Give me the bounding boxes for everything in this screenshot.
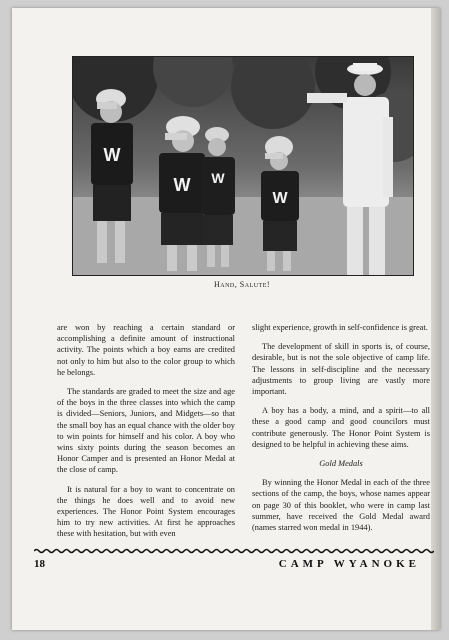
right-paragraph-4: By winning the Honor Medal in each of the three sections of the camp, the boys, whose names appear on page 30 of this booklet, who were in camp last summer, have received the Gold Medal award (names starred won medal in 1944). [252,478,430,533]
right-paragraph-1: slight experience, growth in self-confidence is great. [252,323,428,332]
publication-name: CAMP WYANOKE [278,558,420,570]
jersey-letter-4: W [272,190,288,207]
booklet-page [12,8,440,630]
right-column [252,322,430,541]
right-paragraph-3: A boy has a body, a mind, and a spirit—to all these a good camp and good councilors must contribute generously. The Honor Point System is designed to be helpful in achieving these aims. [252,406,430,449]
left-paragraph-3: It is natural for a boy to want to concentrate on the things he does well and to avoid new experiences. The Honor Point System encourages him to try new activities. At first he approaches these with hesitation, but with even [57,484,235,539]
salute-photo-illustration [73,57,413,275]
right-paragraph-2: The development of skill in sports is, of course, desirable, but is not the sole objective of camp life. The lessons in self-discipline and the necessary adjustments to group living are vastly more important. [252,342,430,397]
page-spine-edge [431,8,440,630]
left-paragraph-2: The standards are graded to meet the size and age of the boys in the three classes into which the camp is divided—Seniors, Juniors, and Midgets—so that the small boy has an equal chance with the older boy to win points for himself and his color. A boy who wins sixty points during the season becomes an Honor Camper and is presented an Honor Medal at the close of camp. [57,387,235,475]
left-column [57,322,235,548]
page-number: 18 [34,558,45,570]
jersey-letter-2: W [173,175,191,195]
salute-photograph [72,56,414,276]
photo-caption: Hand, Salute! [213,280,271,289]
left-paragraph-1: are won by reaching a certain standard or accomplishing a definite amount of instructional activity. The points which a boy earns are credited not only to him but also to the color group to which he belongs. [57,323,235,377]
jersey-letter-1: W [103,145,121,165]
gold-medals-heading: Gold Medals [319,459,363,469]
jersey-letter-3: W [211,170,225,186]
decorative-wave-rule [34,548,434,554]
